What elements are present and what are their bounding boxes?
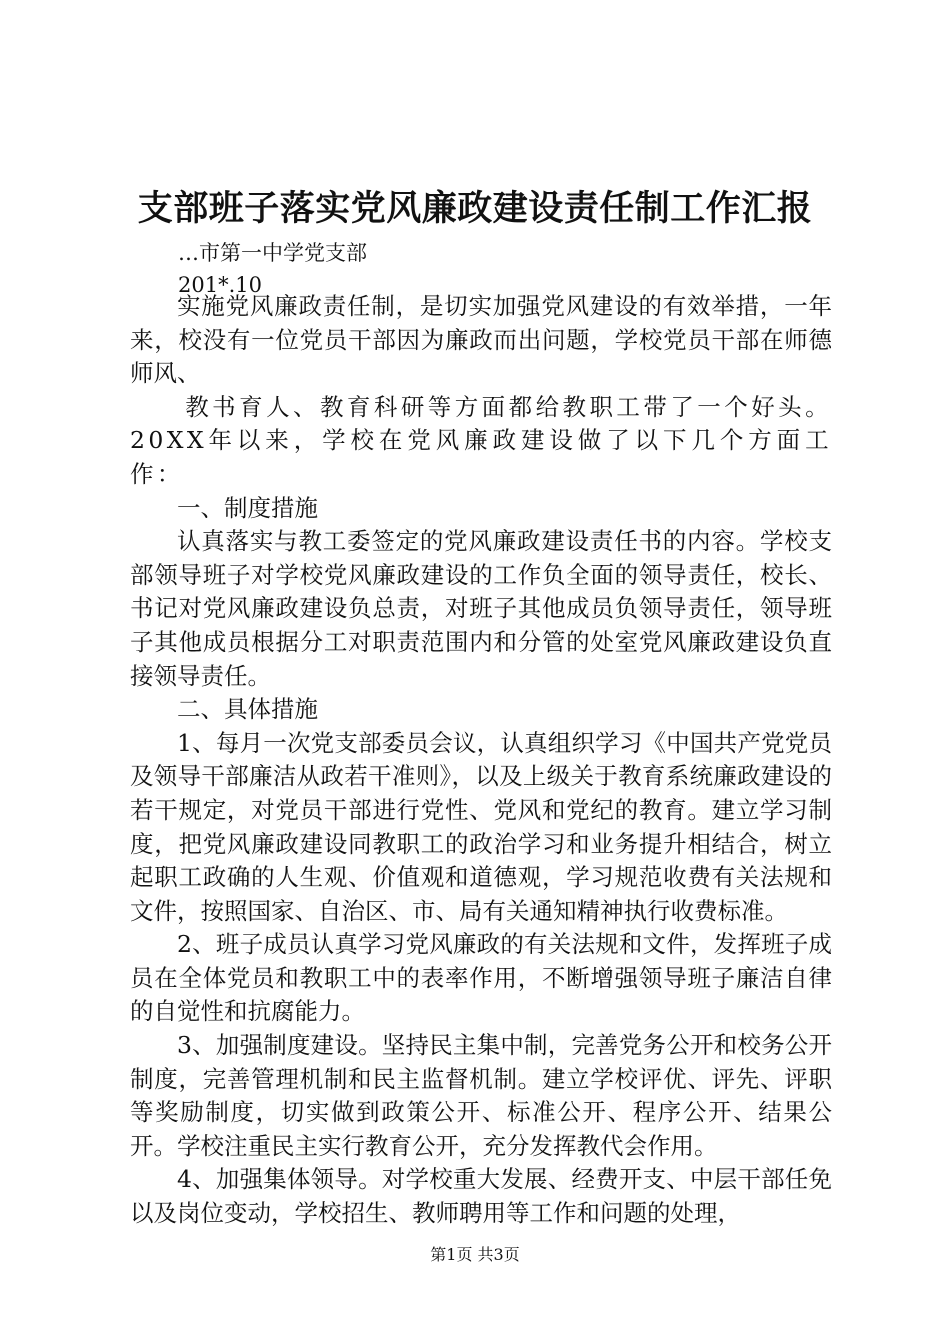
paragraph-measure-4: 4、加强集体领导。对学校重大发展、经费开支、中层干部任免以及岗位变动，学校招生、教师聘用等工作和问题的处理， [130,1165,832,1228]
section-heading-specific-measures: 二、具体措施 [177,695,318,724]
author-line: …市第一中学党支部 [178,241,367,265]
paragraph-measure-2: 2、班子成员认真学习党风廉政的有关法规和文件，发挥班子成员在全体党员和教职工中的表率作用，不断增强领导班子廉洁自律的自觉性和抗腐能力。 [130,930,832,1026]
paragraph-measure-3: 3、加强制度建设。坚持民主集中制，完善党务公开和校务公开制度，完善管理机制和民主监督机制。建立学校评优、评先、评职等奖励制度，切实做到政策公开、标准公开、程序公开、结果公开。学校注重民主实行教育公开，充分发挥教代会作用。 [130,1031,832,1160]
paragraph-intro-continued: 教书育人、教育科研等方面都给教职工带了一个好头。20XX年以来，学校在党风廉政建设做了以下几个方面工作： [130,392,832,488]
date-line: 201*.10 [178,273,262,297]
document-body [130,290,832,1231]
page-footer: 第1页 共3页 [430,1245,520,1264]
section-heading-system-measures: 一、制度措施 [177,493,318,522]
paragraph-measure-1: 1、每月一次党支部委员会议，认真组织学习《中国共产党党员及领导干部廉洁从政若干准则》，以及上级关于教育系统廉政建设的若干规定，对党员干部进行党性、党风和党纪的教育。建立学习制度，把党风廉政建设同教职工的政治学习和业务提升相结合，树立起职工政确的人生观、价值观和道德观，学习规范收费有关法规和文件，按照国家、自治区、市、局有关通知精神执行收费标准。 [130,728,832,925]
paragraph-intro: 实施党风廉政责任制，是切实加强党风建设的有效举措，一年来，校没有一位党员干部因为廉政而出问题，学校党员干部在师德师风、 [130,292,832,388]
document-title: 支部班子落实党风廉政建设责任制工作汇报 [137,188,813,229]
paragraph-system-measures: 认真落实与教工委签定的党风廉政建设责任书的内容。学校支部领导班子对学校党风廉政建设的工作负全面的领导责任，校长、书记对党风廉政建设负总责，对班子其他成员负领导责任，领导班子其他成员根据分工对职责范围内和分管的处室党风廉政建设负直接领导责任。 [130,527,832,690]
